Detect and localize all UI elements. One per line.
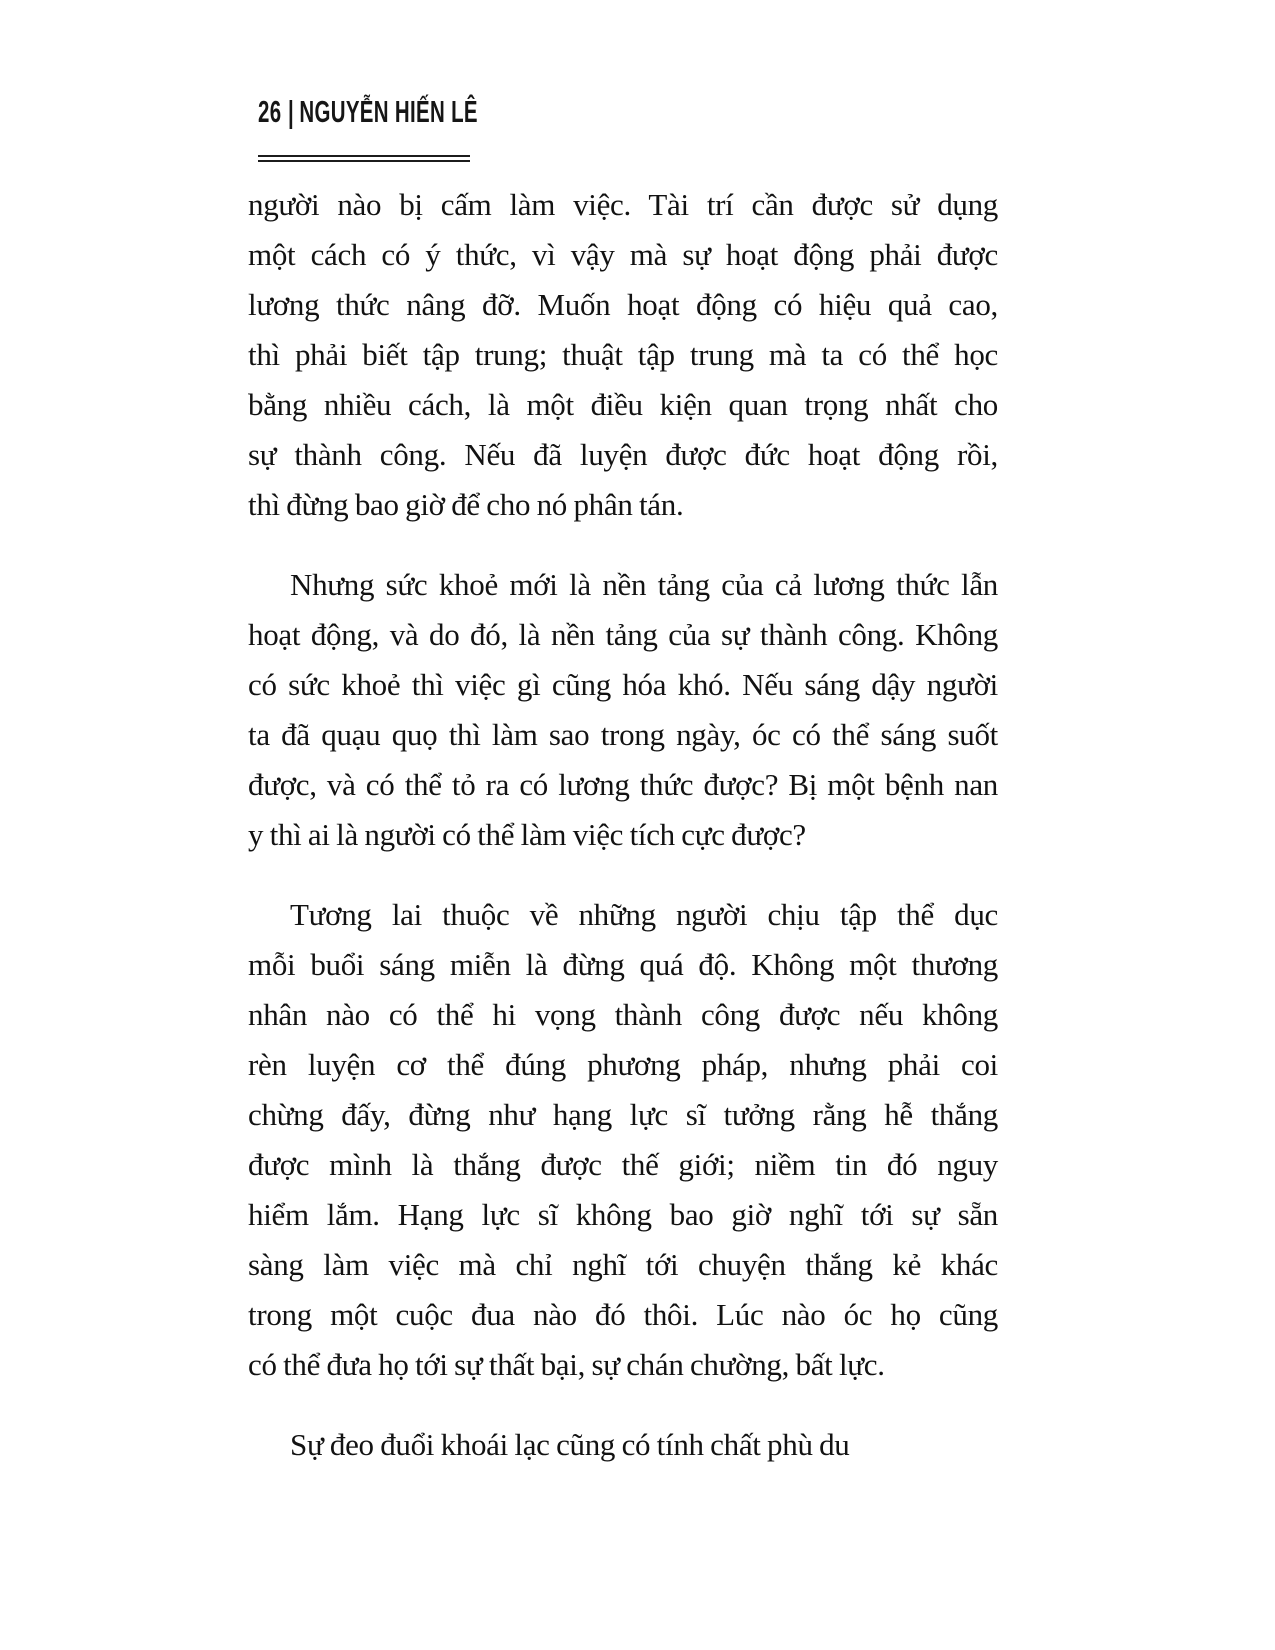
text-line: bằng nhiều cách, là một điều kiện quan trọng nhất cho — [248, 387, 998, 422]
paragraph — [248, 560, 998, 860]
text-line: lương thức nâng đỡ. Muốn hoạt động có hiệu quả cao, — [248, 287, 998, 322]
text-line: có thể đưa họ tới sự thất bại, sự chán chường, bất lực. — [248, 1347, 885, 1382]
text-line: sàng làm việc mà chỉ nghĩ tới chuyện thắng kẻ khác — [248, 1247, 998, 1282]
text-line: Tương lai thuộc về những người chịu tập thể dục — [290, 897, 998, 932]
text-line: người nào bị cấm làm việc. Tài trí cần được sử dụng — [248, 187, 998, 222]
text-line: được, và có thể tỏ ra có lương thức được? Bị một bệnh nan — [248, 767, 998, 802]
text-line: một cách có ý thức, vì vậy mà sự hoạt động phải được — [248, 237, 998, 272]
text-line: có sức khoẻ thì việc gì cũng hóa khó. Nếu sáng dậy người — [248, 667, 998, 702]
text-line: y thì ai là người có thể làm việc tích cực được? — [248, 817, 806, 852]
header-divider-bar: | — [288, 94, 295, 129]
text-line: được mình là thắng được thế giới; niềm tin đó nguy — [248, 1147, 998, 1182]
body-text — [248, 180, 998, 1470]
paragraph — [248, 1420, 998, 1470]
running-head — [258, 94, 478, 130]
paragraph — [248, 890, 998, 1390]
text-line: rèn luyện cơ thể đúng phương pháp, nhưng phải coi — [248, 1047, 998, 1082]
text-line: hiểm lắm. Hạng lực sĩ không bao giờ nghĩ tới sự sẵn — [248, 1197, 998, 1232]
paragraph — [248, 180, 998, 530]
text-line: thì đừng bao giờ để cho nó phân tán. — [248, 487, 684, 522]
text-line: mỗi buổi sáng miễn là đừng quá độ. Không một thương — [248, 947, 998, 982]
text-line: Sự đeo đuổi khoái lạc cũng có tính chất phù du — [290, 1427, 850, 1462]
text-line: nhân nào có thể hi vọng thành công được nếu không — [248, 997, 998, 1032]
text-line: chừng đấy, đừng như hạng lực sĩ tưởng rằng hễ thắng — [248, 1097, 998, 1132]
author-name: NGUYỄN HIẾN LÊ — [299, 94, 478, 129]
text-line: Nhưng sức khoẻ mới là nền tảng của cả lương thức lẫn — [290, 567, 998, 602]
text-line: thì phải biết tập trung; thuật tập trung mà ta có thể học — [248, 337, 998, 372]
text-line: hoạt động, và do đó, là nền tảng của sự thành công. Không — [248, 617, 998, 652]
text-line: sự thành công. Nếu đã luyện được đức hoạt động rồi, — [248, 437, 998, 472]
page-number: 26 — [258, 94, 282, 129]
text-line: ta đã quạu quọ thì làm sao trong ngày, óc có thể sáng suốt — [248, 717, 998, 752]
text-line: trong một cuộc đua nào đó thôi. Lúc nào óc họ cũng — [248, 1297, 998, 1332]
header-double-rule — [258, 155, 470, 162]
